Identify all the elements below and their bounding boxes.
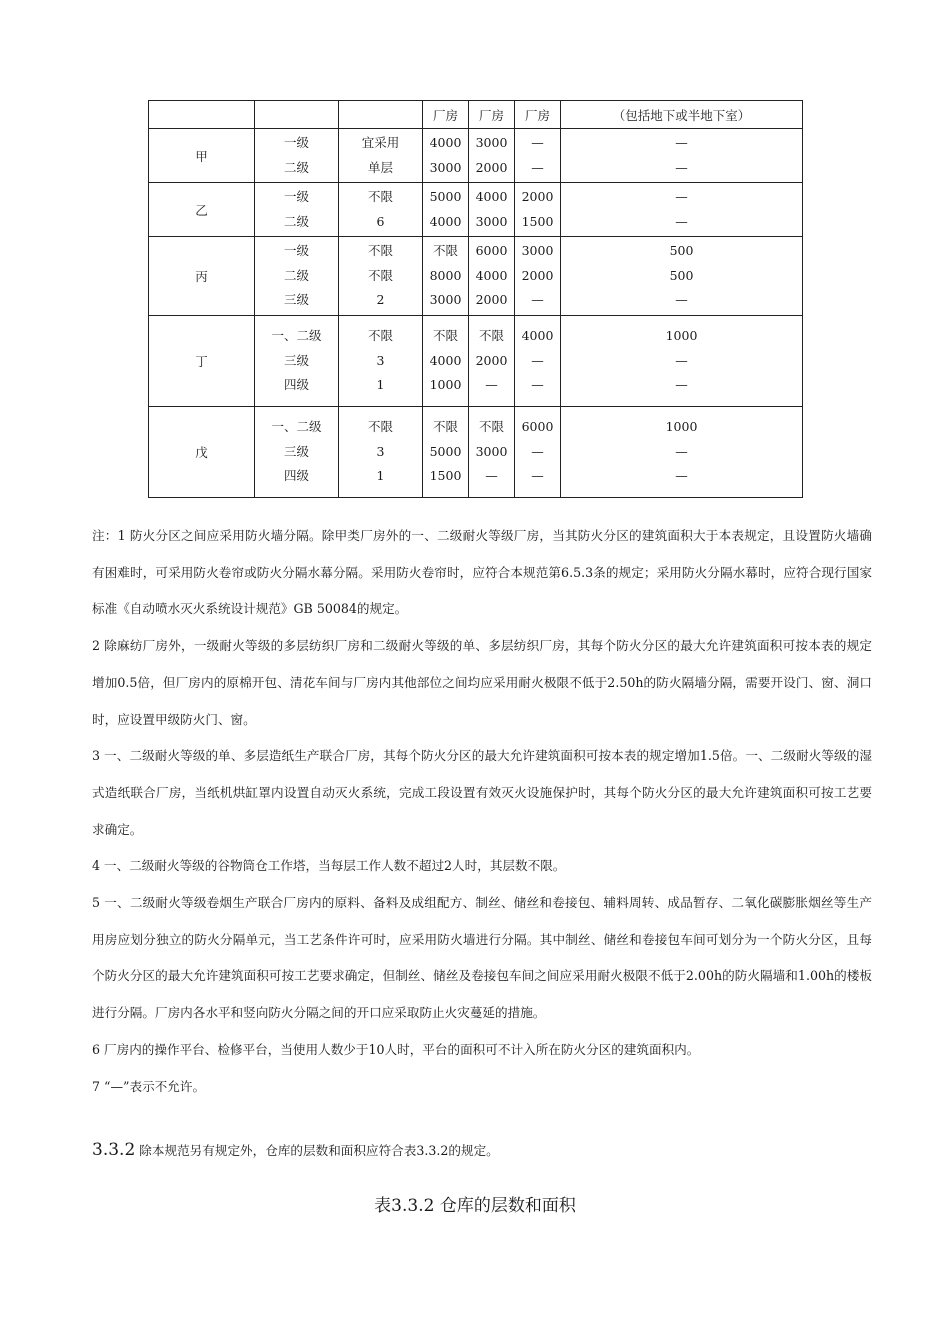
max-floors-cell	[339, 237, 423, 316]
cell-line: 不限	[478, 328, 504, 344]
high-rise-cell	[515, 316, 561, 407]
max-floors-cell	[339, 316, 423, 407]
cell-line: 四级	[283, 468, 309, 484]
table-notes	[92, 518, 872, 1105]
cell-line: 四级	[283, 377, 309, 393]
table-row	[149, 129, 803, 183]
high-rise-cell	[515, 237, 561, 316]
multi-storey-cell	[469, 407, 515, 498]
cell-line: 4000	[429, 134, 462, 150]
max-floors-cell	[339, 407, 423, 498]
header-cell: 厂房	[515, 101, 561, 129]
cell-line: 不限	[367, 243, 393, 259]
cell-line: —	[675, 443, 688, 459]
cell-line: 3	[376, 352, 385, 368]
cell-line: 不限	[367, 267, 393, 283]
cell-line: —	[675, 468, 688, 484]
cell-line: 1000	[665, 328, 698, 344]
table-row	[149, 237, 803, 316]
cell-line: 6000	[475, 243, 508, 259]
cell-line: —	[531, 468, 544, 484]
factory-area-table	[148, 100, 803, 498]
multi-storey-cell	[469, 129, 515, 183]
cell-line: —	[485, 468, 498, 484]
cell-line: 二级	[283, 267, 309, 283]
cell-line: 二级	[283, 159, 309, 175]
cell-line: —	[531, 443, 544, 459]
cell-line: 三级	[283, 443, 309, 459]
cell-line: —	[675, 292, 688, 308]
cell-line: 一级	[283, 243, 309, 259]
cell-line: —	[531, 352, 544, 368]
cell-line: 不限	[367, 419, 393, 435]
cell-line: —	[675, 213, 688, 229]
cell-line: 3000	[475, 213, 508, 229]
cell-line: —	[675, 188, 688, 204]
cell-line: 2	[376, 292, 385, 308]
cell-line: 1	[376, 468, 385, 484]
next-table-title: 表3.3.2 仓库的层数和面积	[374, 1196, 576, 1216]
single-storey-cell	[423, 129, 469, 183]
cell-line: 500	[669, 243, 694, 259]
hazard-category-cell: 甲	[149, 129, 255, 183]
cell-line: —	[675, 352, 688, 368]
cell-line: —	[675, 377, 688, 393]
table-header-row	[149, 101, 803, 129]
header-cell: 厂房	[423, 101, 469, 129]
hazard-category-cell: 丙	[149, 237, 255, 316]
cell-line: 3000	[429, 292, 462, 308]
header-cell	[339, 101, 423, 129]
cell-line: 二级	[283, 213, 309, 229]
cell-line: 4000	[521, 328, 554, 344]
cell-line: 4000	[475, 188, 508, 204]
cell-line: 500	[669, 267, 694, 283]
cell-line: 6000	[521, 419, 554, 435]
note-paragraph: 注：1 防火分区之间应采用防火墙分隔。除甲类厂房外的一、二级耐火等级厂房，当其防火分区的建筑面积大于本表规定，且设置防火墙确有困难时，可采用防火卷帘或防火分隔水幕分隔。采用防火卷帘时，应符合本规范第6.5.3条的规定；采用防火分隔水幕时，应符合现行国家标准《自动喷水灭火系统设计规范》GB 50084的规定。	[92, 528, 872, 617]
max-floors-cell	[339, 183, 423, 237]
cell-line: 不限	[432, 243, 458, 259]
cell-line: 不限	[367, 328, 393, 344]
cell-line: 1000	[429, 377, 462, 393]
cell-line: 不限	[432, 419, 458, 435]
cell-line: —	[675, 134, 688, 150]
high-rise-cell	[515, 183, 561, 237]
header-cell	[149, 101, 255, 129]
fire-rating-cell	[255, 129, 339, 183]
cell-line: 1000	[665, 419, 698, 435]
cell-line: 3000	[475, 134, 508, 150]
cell-line: 4000	[429, 213, 462, 229]
cell-line: 2000	[475, 352, 508, 368]
underground-cell	[561, 316, 803, 407]
cell-line: 2000	[475, 292, 508, 308]
cell-line: 3000	[475, 443, 508, 459]
table-row	[149, 316, 803, 407]
note-paragraph: 6 厂房内的操作平台、检修平台，当使用人数少于10人时，平台的面积可不计入所在防火分区的建筑面积内。	[92, 1041, 700, 1057]
cell-line: 4000	[475, 267, 508, 283]
max-floors-cell	[339, 129, 423, 183]
cell-line: 3000	[521, 243, 554, 259]
underground-cell	[561, 407, 803, 498]
single-storey-cell	[423, 237, 469, 316]
cell-line: 单层	[367, 159, 393, 175]
cell-line: —	[531, 292, 544, 308]
cell-line: 不限	[478, 419, 504, 435]
note-paragraph: 2 除麻纺厂房外，一级耐火等级的多层纺织厂房和二级耐火等级的单、多层纺织厂房，其每个防火分区的最大允许建筑面积可按本表的规定增加0.5倍，但厂房内的原棉开包、清花车间与厂房内其他部位之间均应采用耐火极限不低于2.50h的防火隔墙分隔，需要开设门、窗、洞口时，应设置甲级防火门、窗。	[92, 638, 872, 727]
cell-line: 三级	[283, 352, 309, 368]
clause-3-3-2	[92, 1135, 499, 1166]
cell-line: 2000	[521, 188, 554, 204]
cell-line: —	[485, 377, 498, 393]
cell-line: 一、二级	[271, 328, 322, 344]
cell-line: 3	[376, 443, 385, 459]
note-paragraph: 3 一、二级耐火等级的单、多层造纸生产联合厂房，其每个防火分区的最大允许建筑面积可按本表的规定增加1.5倍。一、二级耐火等级的湿式造纸联合厂房，当纸机烘缸罩内设置自动灭火系统，完成工段设置有效灭火设施保护时，其每个防火分区的最大允许建筑面积可按工艺要求确定。	[92, 748, 872, 837]
single-storey-cell	[423, 316, 469, 407]
single-storey-cell	[423, 407, 469, 498]
cell-line: 2000	[475, 159, 508, 175]
cell-line: 三级	[283, 292, 309, 308]
fire-rating-cell	[255, 407, 339, 498]
cell-line: 1500	[429, 468, 462, 484]
fire-rating-cell	[255, 237, 339, 316]
fire-rating-cell	[255, 316, 339, 407]
hazard-category-cell: 丁	[149, 316, 255, 407]
cell-line: 6	[376, 213, 385, 229]
cell-line: —	[675, 159, 688, 175]
cell-line: 一级	[283, 188, 309, 204]
cell-line: 5000	[429, 188, 462, 204]
table-row	[149, 407, 803, 498]
high-rise-cell	[515, 129, 561, 183]
cell-line: 5000	[429, 443, 462, 459]
fire-rating-cell	[255, 183, 339, 237]
cell-line: 1	[376, 377, 385, 393]
hazard-category-cell: 乙	[149, 183, 255, 237]
cell-line: —	[531, 159, 544, 175]
single-storey-cell	[423, 183, 469, 237]
underground-cell	[561, 183, 803, 237]
clause-text: 除本规范另有规定外，仓库的层数和面积应符合表3.3.2的规定。	[139, 1143, 499, 1158]
note-paragraph: 5 一、二级耐火等级卷烟生产联合厂房内的原料、备料及成组配方、制丝、储丝和卷接包、辅料周转、成品暂存、二氧化碳膨胀烟丝等生产用房应划分独立的防火分隔单元，当工艺条件许可时，应采用防火墙进行分隔。其中制丝、储丝和卷接包车间可划分为一个防火分区，且每个防火分区的最大允许建筑面积可按工艺要求确定，但制丝、储丝及卷接包车间之间应采用耐火极限不低于2.00h的防火隔墙和1.00h的楼板进行分隔。厂房内各水平和竖向防火分隔之间的开口应采取防止火灾蔓延的措施。	[92, 895, 872, 1021]
clause-number: 3.3.2	[92, 1140, 136, 1160]
header-cell: （包括地下或半地下室）	[561, 101, 803, 129]
cell-line: 宜采用	[361, 134, 400, 150]
header-cell	[255, 101, 339, 129]
hazard-category-cell: 戊	[149, 407, 255, 498]
note-paragraph: 7 “—”表示不允许。	[92, 1078, 206, 1094]
multi-storey-cell	[469, 183, 515, 237]
cell-line: —	[531, 377, 544, 393]
cell-line: 3000	[429, 159, 462, 175]
underground-cell	[561, 129, 803, 183]
cell-line: 4000	[429, 352, 462, 368]
cell-line: 不限	[367, 188, 393, 204]
underground-cell	[561, 237, 803, 316]
multi-storey-cell	[469, 316, 515, 407]
cell-line: 2000	[521, 267, 554, 283]
note-paragraph: 4 一、二级耐火等级的谷物筒仓工作塔，当每层工作人数不超过2人时，其层数不限。	[92, 858, 566, 874]
cell-line: 1500	[521, 213, 554, 229]
high-rise-cell	[515, 407, 561, 498]
cell-line: 不限	[432, 328, 458, 344]
header-cell: 厂房	[469, 101, 515, 129]
cell-line: 一、二级	[271, 419, 322, 435]
cell-line: —	[531, 134, 544, 150]
cell-line: 8000	[429, 267, 462, 283]
multi-storey-cell	[469, 237, 515, 316]
table-row	[149, 183, 803, 237]
cell-line: 一级	[283, 134, 309, 150]
